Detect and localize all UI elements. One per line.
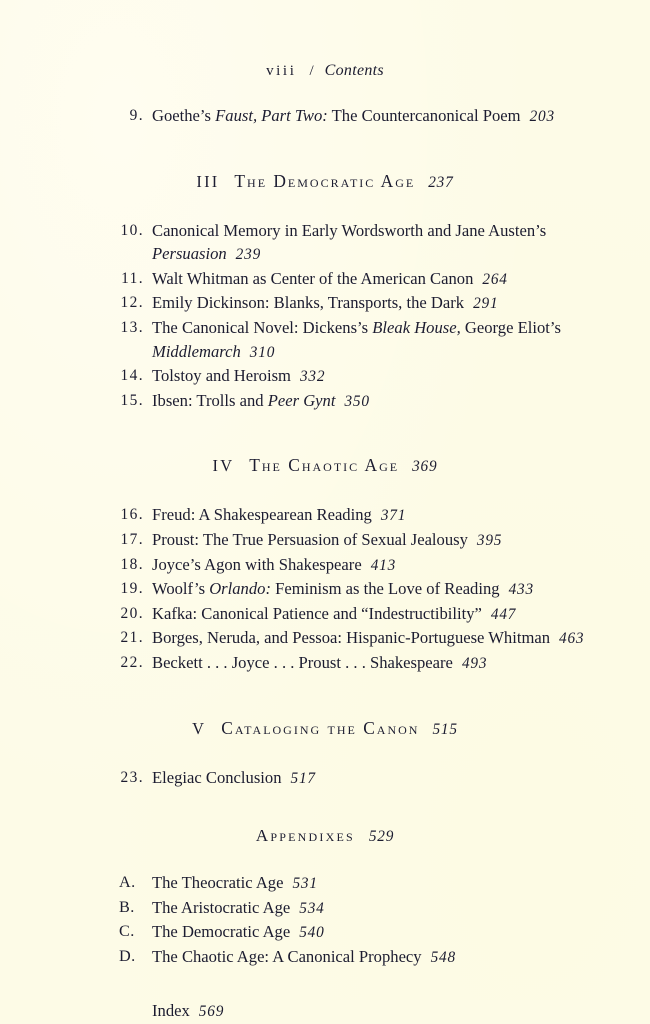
toc-entry-title: The Chaotic Age: A Canonical Prophecy [152,946,422,966]
toc-entry-page-number: 493 [461,654,488,672]
toc-entry-page-number: 413 [370,556,397,574]
toc-entry-title: The Canonical Novel: Dickens’s Bleak House, George Eliot’s Middlemarch [152,317,561,361]
spacer [0,846,650,871]
toc-entry-number: 12. [120,294,144,312]
spacer [0,676,650,718]
part-title: The Chaotic Age [249,455,400,476]
toc-entry[interactable] [0,104,650,129]
toc-entry-number: 19. [120,580,144,598]
toc-entry-title: Emily Dickinson: Blanks, Transports, the Dark [152,293,465,313]
spacer [0,192,650,219]
toc-entry-page-number: 350 [344,392,370,410]
toc-entry-page-number: 447 [490,605,517,623]
toc-entry-number: 15. [120,391,144,409]
toc-entry-page-number: 371 [380,507,407,525]
toc-entry-number: A. [119,873,136,892]
toc-entry-page-number: 548 [430,948,456,966]
spacer [0,476,650,503]
appendixes-page-number: 529 [368,828,395,846]
index-page-number: 569 [198,1003,225,1021]
part-page-number: 369 [412,458,438,476]
toc-entry[interactable] [0,503,650,528]
toc-entry-page-number: 239 [235,246,262,264]
toc-entry[interactable] [0,389,650,414]
part-title: The Democratic Age [234,170,416,191]
part-page-number: 237 [428,173,454,191]
toc-entry[interactable] [0,602,650,627]
toc-entry-title: Walt Whitman as Center of the American Canon [152,268,474,288]
toc-entry-title: The Aristocratic Age [152,897,291,917]
toc-entry-title: Beckett . . . Joyce . . . Proust . . . Shakespeare [152,652,453,672]
toc-entry-title: Kafka: Canonical Patience and “Indestructibility” [152,603,482,623]
spacer [0,969,650,999]
toc-entry-number: 13. [120,318,144,336]
toc-entry-page-number: 291 [473,295,499,313]
part-roman-numeral: IV [212,456,235,476]
toc-entry-page-number: 310 [249,343,276,361]
toc-entry-page-number: 463 [559,630,585,648]
toc-entry-page-number: 203 [529,108,555,125]
toc-entry-title: The Theocratic Age [152,873,284,893]
toc-entry-title: The Democratic Age [152,922,291,942]
toc-entry[interactable] [0,651,650,676]
spacer [0,413,650,455]
toc-entry-number: C. [119,922,135,941]
toc-group-continued [0,104,650,129]
toc-entry[interactable] [0,291,650,316]
toc-entry-title: Freud: A Shakespearean Reading [152,505,372,525]
part-roman-numeral: V [192,718,207,738]
toc-entry-page-number: 264 [482,270,508,288]
toc-entry-page-number: 332 [299,368,326,386]
toc-group-appendixes [0,871,650,969]
toc-entry-title: Ibsen: Trolls and Peer Gynt [152,390,336,410]
spacer [0,790,650,826]
table-of-contents [0,104,650,1024]
toc-entry-page-number: 433 [508,581,534,599]
part-title: Cataloging the Canon [221,717,420,738]
toc-entry[interactable] [0,528,650,553]
toc-entry-page-number: 531 [292,875,318,893]
toc-entry-number: 23. [120,768,144,786]
toc-entry-title: Borges, Neruda, and Pessoa: Hispanic-Portuguese Whitman [152,628,551,648]
toc-entry-title: Joyce’s Agon with Shakespeare [152,554,362,574]
toc-entry-number: B. [119,897,135,916]
appendixes-heading [0,826,650,846]
toc-entry-number: 9. [129,107,144,124]
part-heading-5 [0,718,650,739]
toc-entry-title: Canonical Memory in Early Wordsworth and Jane Austen’s Persuasion [152,220,547,264]
running-head [0,62,650,80]
toc-entry-title: Woolf’s Orlando: Feminism as the Love of Reading [152,579,500,599]
toc-group-part5 [0,766,650,791]
running-head-title: Contents [324,62,384,79]
toc-entry[interactable] [0,553,650,578]
toc-entry-page-number: 395 [476,531,503,549]
toc-group-part3 [0,219,650,414]
toc-entry-title: Goethe’s Faust, Part Two: The Countercanonical Poem [152,106,521,125]
toc-entry[interactable] [0,920,650,945]
toc-entry-number: 17. [120,530,144,548]
toc-group-part4 [0,503,650,675]
toc-entry[interactable] [0,267,650,292]
toc-entry-number: 18. [120,555,144,573]
toc-entry-title: Proust: The True Persuasion of Sexual Jealousy [152,529,468,549]
toc-entry-number: 20. [120,604,144,622]
toc-entry-number: D. [119,946,136,965]
index-label: Index [152,1001,190,1021]
spacer [0,739,650,766]
toc-entry-number: 10. [120,221,144,239]
toc-entry-page-number: 540 [299,924,325,942]
toc-entry-number: 21. [120,629,144,647]
toc-entry[interactable] [0,871,650,896]
toc-entry[interactable] [0,219,650,267]
toc-entry[interactable] [0,896,650,921]
toc-entry-title: Tolstoy and Heroism [152,366,291,386]
toc-entry-number: 22. [120,653,144,671]
toc-entry-title: Elegiac Conclusion [152,767,282,787]
toc-entry[interactable] [0,945,650,970]
toc-entry[interactable] [0,316,650,364]
toc-entry-number: 11. [121,269,144,287]
spacer [0,129,650,171]
toc-entry-page-number: 534 [299,899,325,917]
toc-entry[interactable] [0,626,650,651]
part-heading-3 [0,171,650,192]
toc-entry[interactable] [0,766,650,791]
toc-entry-number: 16. [120,506,144,524]
toc-entry[interactable] [0,577,650,602]
index-entry[interactable] [0,999,650,1024]
running-head-separator: / [309,63,314,79]
toc-entry-page-number: 517 [290,769,316,787]
part-heading-4 [0,455,650,476]
toc-entry-number: 14. [120,367,144,385]
appendixes-label: Appendixes [255,826,355,846]
part-page-number: 515 [432,720,458,738]
page-folio: viii [266,63,297,79]
part-roman-numeral: III [196,171,220,191]
toc-entry[interactable] [0,364,650,389]
